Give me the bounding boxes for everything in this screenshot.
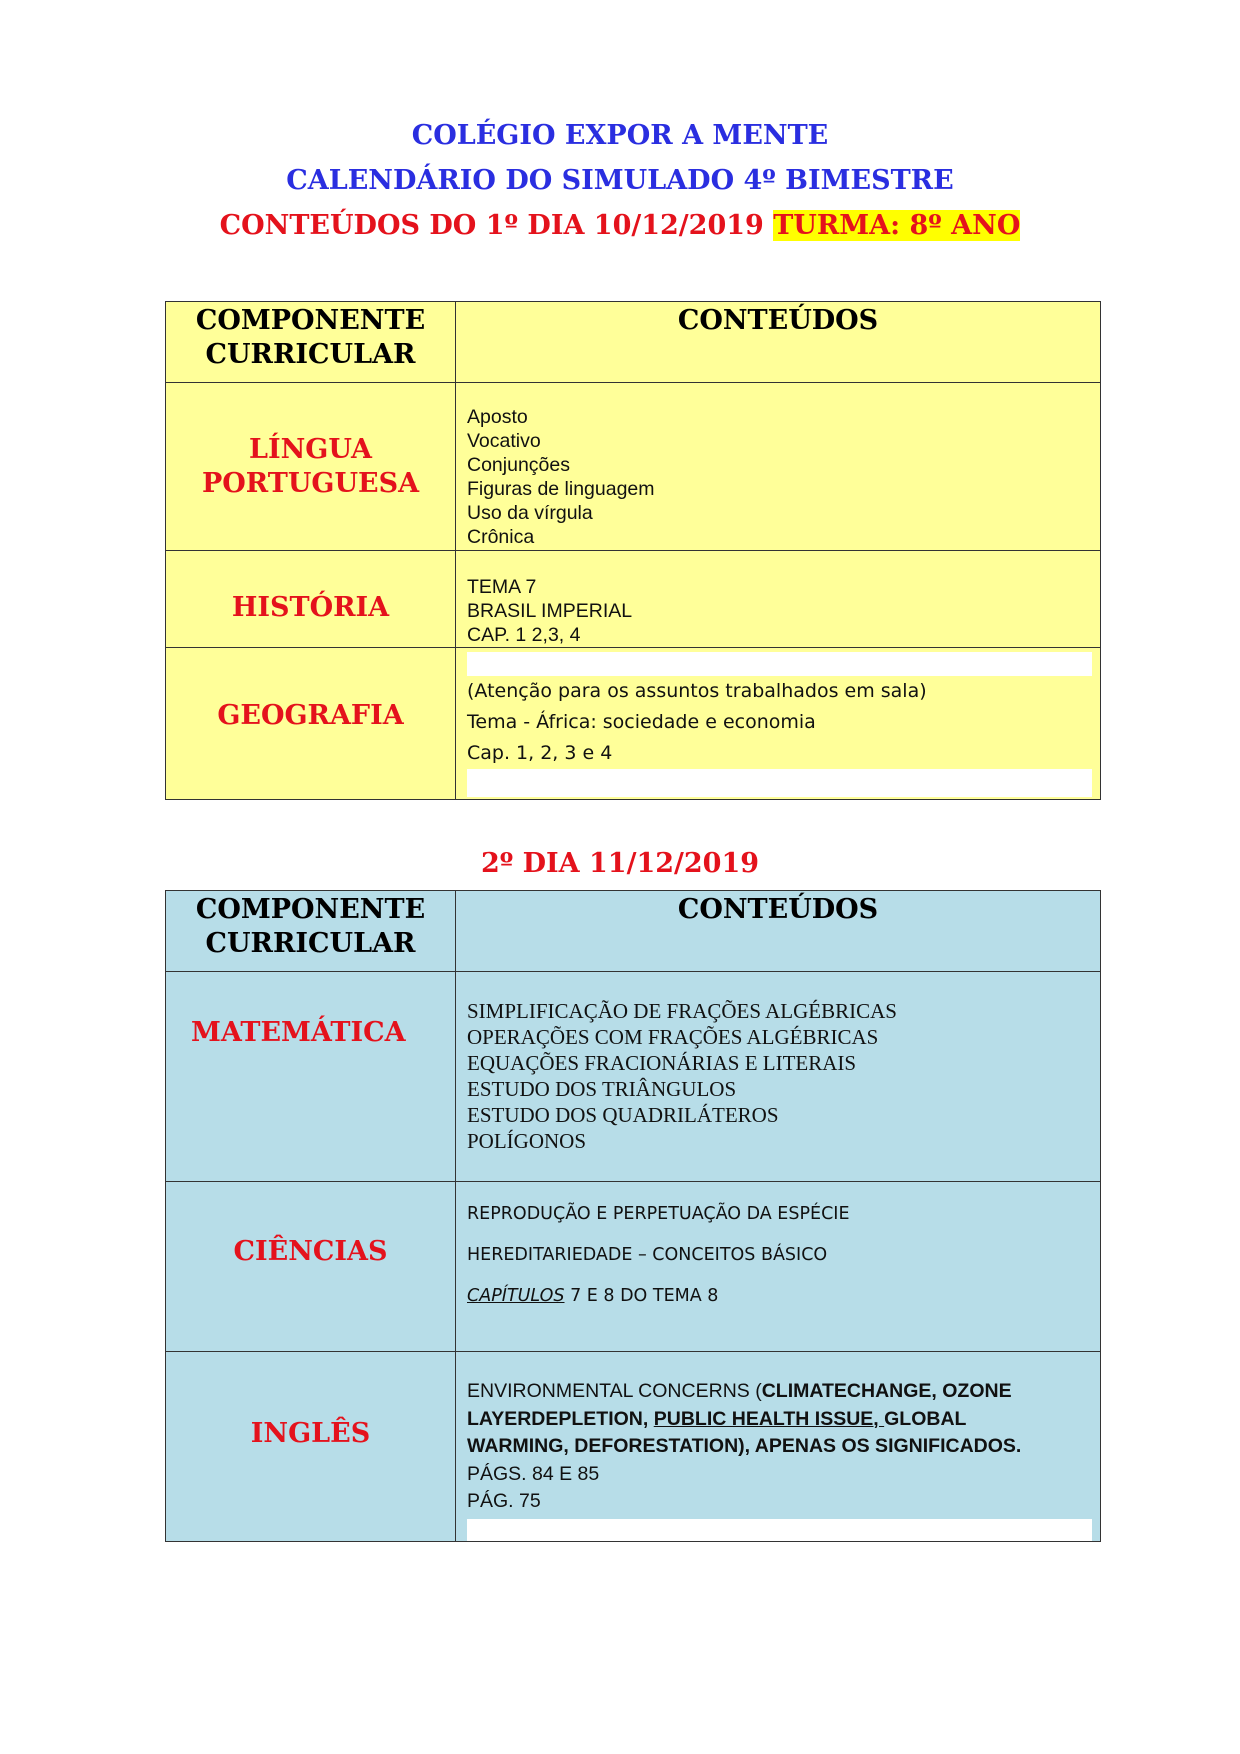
table-header-row <box>166 302 1101 383</box>
blank-highlight <box>467 1519 1092 1541</box>
list-item: TEMA 7 <box>467 576 537 598</box>
list-item: SIMPLIFICAÇÃO DE FRAÇÕES ALGÉBRICAS <box>467 999 897 1023</box>
list-item: Tema - África: sociedade e economia <box>467 711 816 733</box>
day2-title: 2º DIA 11/12/2019 <box>480 848 760 879</box>
contents-header: CONTEÚDOS <box>456 302 1101 383</box>
component-header: COMPONENTE CURRICULAR <box>166 891 456 972</box>
list-item: EQUAÇÕES FRACIONÁRIAS E LITERAIS <box>467 1051 857 1075</box>
list-item: ENVIRONMENTAL CONCERNS (CLIMATECHANGE, OZONE <box>467 1380 1012 1402</box>
contents-portugues <box>456 383 1101 551</box>
row-ciencias <box>166 1182 1101 1352</box>
list-item: Crônica <box>467 526 535 548</box>
row-ingles <box>166 1352 1101 1542</box>
contents-header: CONTEÚDOS <box>456 891 1101 972</box>
list-item: LAYERDEPLETION, PUBLIC HEALTH ISSUE, GLOBAL <box>467 1407 967 1430</box>
calendar-title: CALENDÁRIO DO SIMULADO 4º BIMESTRE <box>286 165 954 196</box>
list-item: PÁG. 75 <box>467 1490 541 1512</box>
list-item: (Atenção para os assuntos trabalhados em sala) <box>467 680 927 702</box>
day1-table <box>165 301 1101 800</box>
list-item: Aposto <box>467 406 528 428</box>
subject-portugues: LÍNGUA PORTUGUESA <box>166 383 456 551</box>
list-item: PÁGS. 84 E 85 <box>467 1462 600 1485</box>
list-item: ESTUDO DOS TRIÂNGULOS <box>467 1077 737 1101</box>
contents-ciencias <box>456 1182 1101 1352</box>
blank-highlight <box>467 769 1092 797</box>
list-item: WARMING, DEFORESTATION), APENAS OS SIGNIFICADOS. <box>467 1435 1022 1457</box>
subject-ciencias: CIÊNCIAS <box>166 1182 456 1352</box>
row-portugues <box>166 383 1101 551</box>
day2-table <box>165 890 1101 1542</box>
list-item: ESTUDO DOS QUADRILÁTEROS <box>467 1103 779 1127</box>
row-matematica <box>166 972 1101 1182</box>
subject-matematica: MATEMÁTICA <box>166 972 456 1182</box>
row-geografia <box>166 648 1101 800</box>
blank-highlight <box>467 652 1092 676</box>
school-name: COLÉGIO EXPOR A MENTE <box>411 120 829 151</box>
list-item: Cap. 1, 2, 3 e 4 <box>467 742 613 764</box>
list-item: CAP. 1 2,3, 4 <box>467 624 581 646</box>
list-item: Conjunções <box>467 454 570 476</box>
list-item: OPERAÇÕES COM FRAÇÕES ALGÉBRICAS <box>467 1025 879 1049</box>
subject-ingles: INGLÊS <box>166 1352 456 1542</box>
list-item: Figuras de linguagem <box>467 478 655 500</box>
contents-historia <box>456 551 1101 648</box>
contents-ingles <box>456 1352 1101 1542</box>
contents-matematica <box>456 972 1101 1182</box>
subject-historia: HISTÓRIA <box>166 551 456 648</box>
table-header-row <box>166 891 1101 972</box>
day1-date: CONTEÚDOS DO 1º DIA 10/12/2019 <box>219 210 764 241</box>
row-historia <box>166 551 1101 648</box>
list-item: POLÍGONOS <box>467 1129 587 1153</box>
contents-geografia <box>456 648 1101 800</box>
list-item: CAPÍTULOS 7 E 8 DO TEMA 8 <box>467 1286 719 1306</box>
day1-title <box>0 208 1240 244</box>
list-item: Uso da vírgula <box>467 502 593 524</box>
list-item: REPRODUÇÃO E PERPETUAÇÃO DA ESPÉCIE <box>467 1204 850 1224</box>
subject-geografia: GEOGRAFIA <box>166 648 456 800</box>
list-item: Vocativo <box>467 430 541 452</box>
turma-label: TURMA: 8º ANO <box>773 210 1021 241</box>
list-item: BRASIL IMPERIAL <box>467 600 633 622</box>
list-item: HEREDITARIEDADE – CONCEITOS BÁSICO <box>467 1245 828 1265</box>
component-header: COMPONENTE CURRICULAR <box>166 302 456 383</box>
